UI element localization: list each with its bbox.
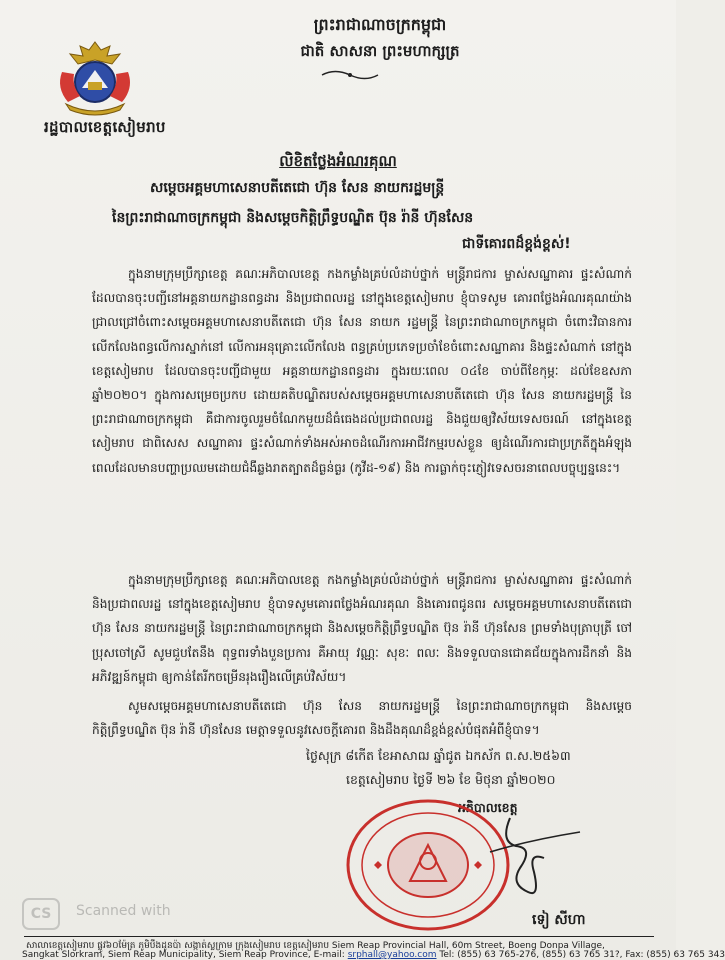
footer-email-link[interactable]: srphall@yahoo.com — [347, 950, 437, 960]
footer-divider — [24, 936, 654, 937]
signer-position: អភិបាលខេត្ត — [458, 800, 518, 815]
national-motto: ជាតិ សាសនា ព្រះមហាក្សត្រ — [300, 42, 460, 60]
footer-address-text: Sangkat Slorkram, Siem Reap Municipality, Siem Reap Province, E-mail: — [22, 950, 348, 960]
paragraph-2: ក្នុងនាមក្រុមប្រឹក្សាខេត្ត គណៈអភិបាលខេត្ត កងកម្លាំងគ្រប់លំដាប់ថ្នាក់ មន្ត្រីរាជការ ម្ចាស់សណ្ឋាគារ ផ្ទះសំណាក់ និងប្រជាពលរដ្ឋ នៅក្នុងខេត្តសៀមរាប ខ្ញុំបាទសូមគោរពថ្លែងអំណរគុណ និងគោរពជូនពរ សម្តេចអគ្គមហាសេនាបតីតេជោ ហ៊ុន សែន នាយករដ្ឋមន្ត្រី នៃព្រះរាជាណាចក្រកម្ពុជា និងសម្តេចកិត្តិព្រឹទ្ធបណ្ឌិត ប៊ុន រ៉ានី ហ៊ុនសែន ព្រមទាំងបុត្រាបុត្រី ចៅប្រុសចៅស្រី សូមជួបតែនឹង ពុទ្ធពរទាំងបួនប្រការ គឺអាយុ វណ្ណៈ សុខៈ ពលៈ និងទទួលបានជោគជ័យក្នុងការដឹកនាំ និងអភិវឌ្ឍន៍កម្ពុជា ឲ្យកាន់តែរីកចម្រើនរុងរឿងលើគ្រប់វិស័យ។ — [92, 573, 632, 684]
signer-name: ទៀ សីហា — [532, 912, 586, 928]
ornament-divider-icon — [320, 68, 380, 82]
letter-title: លិខិតថ្លែងអំណរគុណ — [279, 152, 397, 170]
footer-address-line-1: សាលាខេត្តសៀមរាប ផ្លូវ៦០ម៉ែត្រ ភូមិបឹងដូនប៉ា សង្កាត់ស្លក្រាម ក្រុងសៀមរាប ខេត្តសៀមរាប Siem Reap Provincial Hall, 60m Street, Boeng Donpa Village, — [26, 941, 605, 951]
kingdom-heading: ព្រះរាជាណាចក្រកម្ពុជា — [313, 15, 447, 34]
issuing-office: រដ្ឋបាលខេត្តសៀមរាប — [44, 118, 166, 136]
footer-contact-numbers: Tel: (855) 63 765-276, (855) 63 765 31?, Fax: (855) 63 765 343 — [436, 950, 725, 960]
solar-date: ខេត្តសៀមរាប ថ្ងៃទី ២៦ ខែ មិថុនា ឆ្នាំ២០២០ — [346, 772, 556, 787]
handwritten-signature-icon — [470, 812, 610, 902]
subtitle-line-1: សម្តេចអគ្គមហាសេនាបតីតេជោ ហ៊ុន សែន នាយករដ្ឋមន្ត្រី — [150, 180, 445, 196]
footer-address-line-2 — [22, 950, 725, 960]
subtitle-line-2: នៃព្រះរាជាណាចក្រកម្ពុជា និងសម្តេចកិត្តិព្រឹទ្ធបណ្ឌិត ប៊ុន រ៉ានី ហ៊ុនសែន — [112, 210, 474, 226]
scanned-with-watermark: Scanned with — [76, 903, 171, 919]
siem-reap-emblem-icon — [52, 38, 138, 116]
lunar-date: ថ្ងៃសុក្រ ៨កើត ខែអាសាឍ ឆ្នាំជូត ឯកស័ក ព.ស.២៥៦៣ — [306, 748, 571, 763]
paragraph-3: សូមសម្តេចអគ្គមហាសេនាបតីតេជោ ហ៊ុន សែន នាយករដ្ឋមន្ត្រី នៃព្រះរាជាណាចក្រកម្ពុជា និងសម្តេចកិត្តិព្រឹទ្ធបណ្ឌិត ប៊ុន រ៉ានី ហ៊ុនសែន មេត្តាទទួលនូវសេចក្តីគោរព និងដឹងគុណដ៏ខ្ពង់ខ្ពស់បំផុតអំពីខ្ញុំបាទ។ — [92, 699, 632, 738]
subtitle-line-3: ជាទីគោរពដ៏ខ្ពង់ខ្ពស់! — [462, 236, 571, 252]
paragraph-1: ក្នុងនាមក្រុមប្រឹក្សាខេត្ត គណៈអភិបាលខេត្ត កងកម្លាំងគ្រប់លំដាប់ថ្នាក់ មន្ត្រីរាជការ ម្ចាស់សណ្ឋាគារ ផ្ទះសំណាក់ ដែលបានចុះបញ្ជីនៅអគ្គនាយកដ្ឋានពន្ធដារ និងប្រជាពលរដ្ឋ នៅក្នុងខេត្តសៀមរាប ខ្ញុំបាទសូម គោរពថ្លែងអំណរគុណយ៉ាងជ្រាលជ្រៅចំពោះសម្តេចអគ្គមហាសេនាបតីតេជោ ហ៊ុន សែន នាយក រដ្ឋមន្ត្រី នៃព្រះរាជាណាចក្រកម្ពុជា ចំពោះវិធានការលើកលែងពន្ធលើការស្នាក់នៅ លើការអនុគ្រោះលើកលែង ពន្ធគ្រប់ប្រភេទប្រចាំខែចំពោះសណ្ឋាគារ និងផ្ទះសំណាក់ នៅក្នុងខេត្តសៀមរាប ដែលបានចុះបញ្ជីជាមួយ អគ្គនាយកដ្ឋានពន្ធដារ ក្នុងរយៈពេល ០៤ខែ ចាប់ពីខែកុម្ភៈ ដល់ខែឧសភា ឆ្នាំ២០២០។ ក្នុងការសម្រេចប្រកប ដោយគតិបណ្ឌិតរបស់សម្តេចអគ្គមហាសេនាបតីតេជោ ហ៊ុន សែន នាយករដ្ឋមន្ត្រី នៃ ព្រះរាជាណាចក្រកម្ពុជា គឺជាការចូលរួមចំណែកមួយដ៏ធំធេងដល់ប្រជាពលរដ្ឋ និងជួយឲ្យវិស័យទេសចរណ៍ នៅក្នុងខេត្តសៀមរាប ជាពិសេស សណ្ឋាគារ ផ្ទះសំណាក់ទាំងអស់អាចដំណើរការអាជីវកម្មរបស់ខ្លួន ឲ្យដំណើរការជាប្រក្រតីក្នុងអំឡុងពេលដែលមានបញ្ហាប្រឈមដោយជំងឺឆ្លងរាតត្បាតដ៏ធ្ងន់ធ្ងរ (កូវីដ-១៩) និង ការធ្លាក់ចុះភ្ញៀវទេសចរនាពេលបច្ចុប្បន្ននេះ។ — [92, 267, 632, 475]
camscanner-logo: CS — [22, 898, 60, 930]
